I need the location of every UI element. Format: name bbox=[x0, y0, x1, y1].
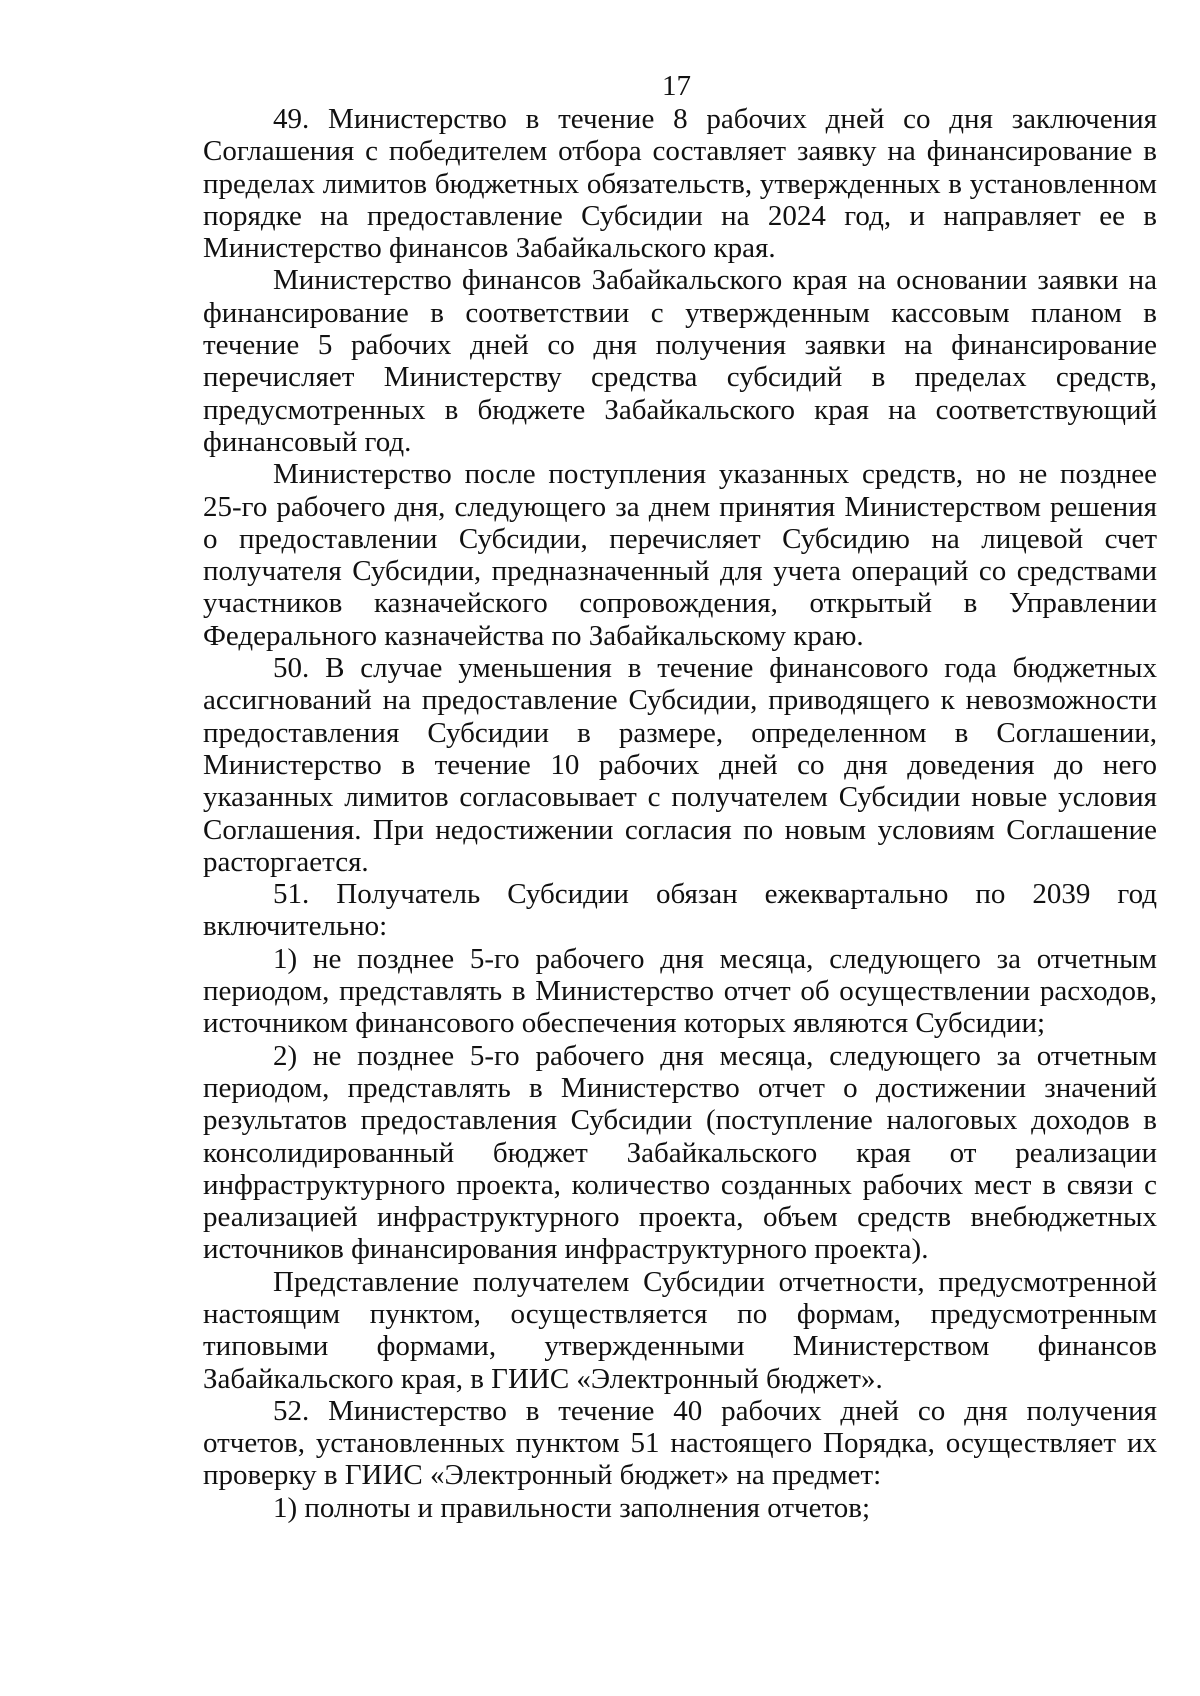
page-number: 17 bbox=[662, 70, 691, 102]
document-body bbox=[203, 103, 1157, 1524]
paragraph-51-reporting: Представление получателем Субсидии отчетности, предусмотренной настоящим пунктом, осуществляется по формам, предусмотренным типовыми формами, утвержденными Министерством финансов Забайкальского края, в ГИИС «Электронный бюджет». bbox=[203, 1265, 1157, 1395]
paragraph-49-transfer: Министерство после поступления указанных средств, но не позднее 25-го рабочего дня, следующего за днем принятия Министерством решения о предоставлении Субсидии, перечисляет Субсидию на лицевой счет получателя Субсидии, предназначенный для учета операций со средствами участников казначейского сопровождения, открытый в Управлении Федерального казначейства по Забайкальскому краю. bbox=[203, 458, 1157, 652]
paragraph-51: 51. Получатель Субсидии обязан ежеквартально по 2039 год включительно: bbox=[203, 878, 1157, 943]
paragraph-50: 50. В случае уменьшения в течение финансового года бюджетных ассигнований на предоставление Субсидии, приводящего к невозможности предоставления Субсидии в размере, определенном в Соглашении, Министерство в течение 10 рабочих дней со дня доведения до него указанных лимитов согласовывает с получателем Субсидии новые условия Соглашения. При недостижении согласия по новым условиям Соглашение расторгается. bbox=[203, 652, 1157, 878]
paragraph-51-item-2: 2) не позднее 5-го рабочего дня месяца, следующего за отчетным периодом, представлять в Министерство отчет о достижении значений результатов предоставления Субсидии (поступление налоговых доходов в консолидированный бюджет Забайкальского края от реализации инфраструктурного проекта, количество созданных рабочих мест в связи с реализацией инфраструктурного проекта, объем средств внебюджетных источников финансирования инфраструктурного проекта). bbox=[203, 1039, 1157, 1266]
paragraph-52: 52. Министерство в течение 40 рабочих дней со дня получения отчетов, установленных пунктом 51 настоящего Порядка, осуществляет их проверку в ГИИС «Электронный бюджет» на предмет: bbox=[203, 1394, 1157, 1492]
paragraph-52-item-1: 1) полноты и правильности заполнения отчетов; bbox=[273, 1491, 871, 1524]
paragraph-51-item-1: 1) не позднее 5-го рабочего дня месяца, следующего за отчетным периодом, представлять в Министерство отчет об осуществлении расходов, источником финансового обеспечения которых являются Субсидии; bbox=[203, 942, 1157, 1040]
paragraph-49: 49. Министерство в течение 8 рабочих дней со дня заключения Соглашения с победителем отбора составляет заявку на финансирование в пределах лимитов бюджетных обязательств, утвержденных в установленном порядке на предоставление Субсидии на 2024 год, и направляет ее в Министерство финансов Забайкальского края. bbox=[203, 103, 1157, 265]
paragraph-49-finance-ministry: Министерство финансов Забайкальского края на основании заявки на финансирование в соответствии с утвержденным кассовым планом в течение 5 рабочих дней со дня получения заявки на финансирование перечисляет Министерству средства субсидий в пределах средств, предусмотренных в бюджете Забайкальского края на соответствующий финансовый год. bbox=[203, 264, 1157, 458]
